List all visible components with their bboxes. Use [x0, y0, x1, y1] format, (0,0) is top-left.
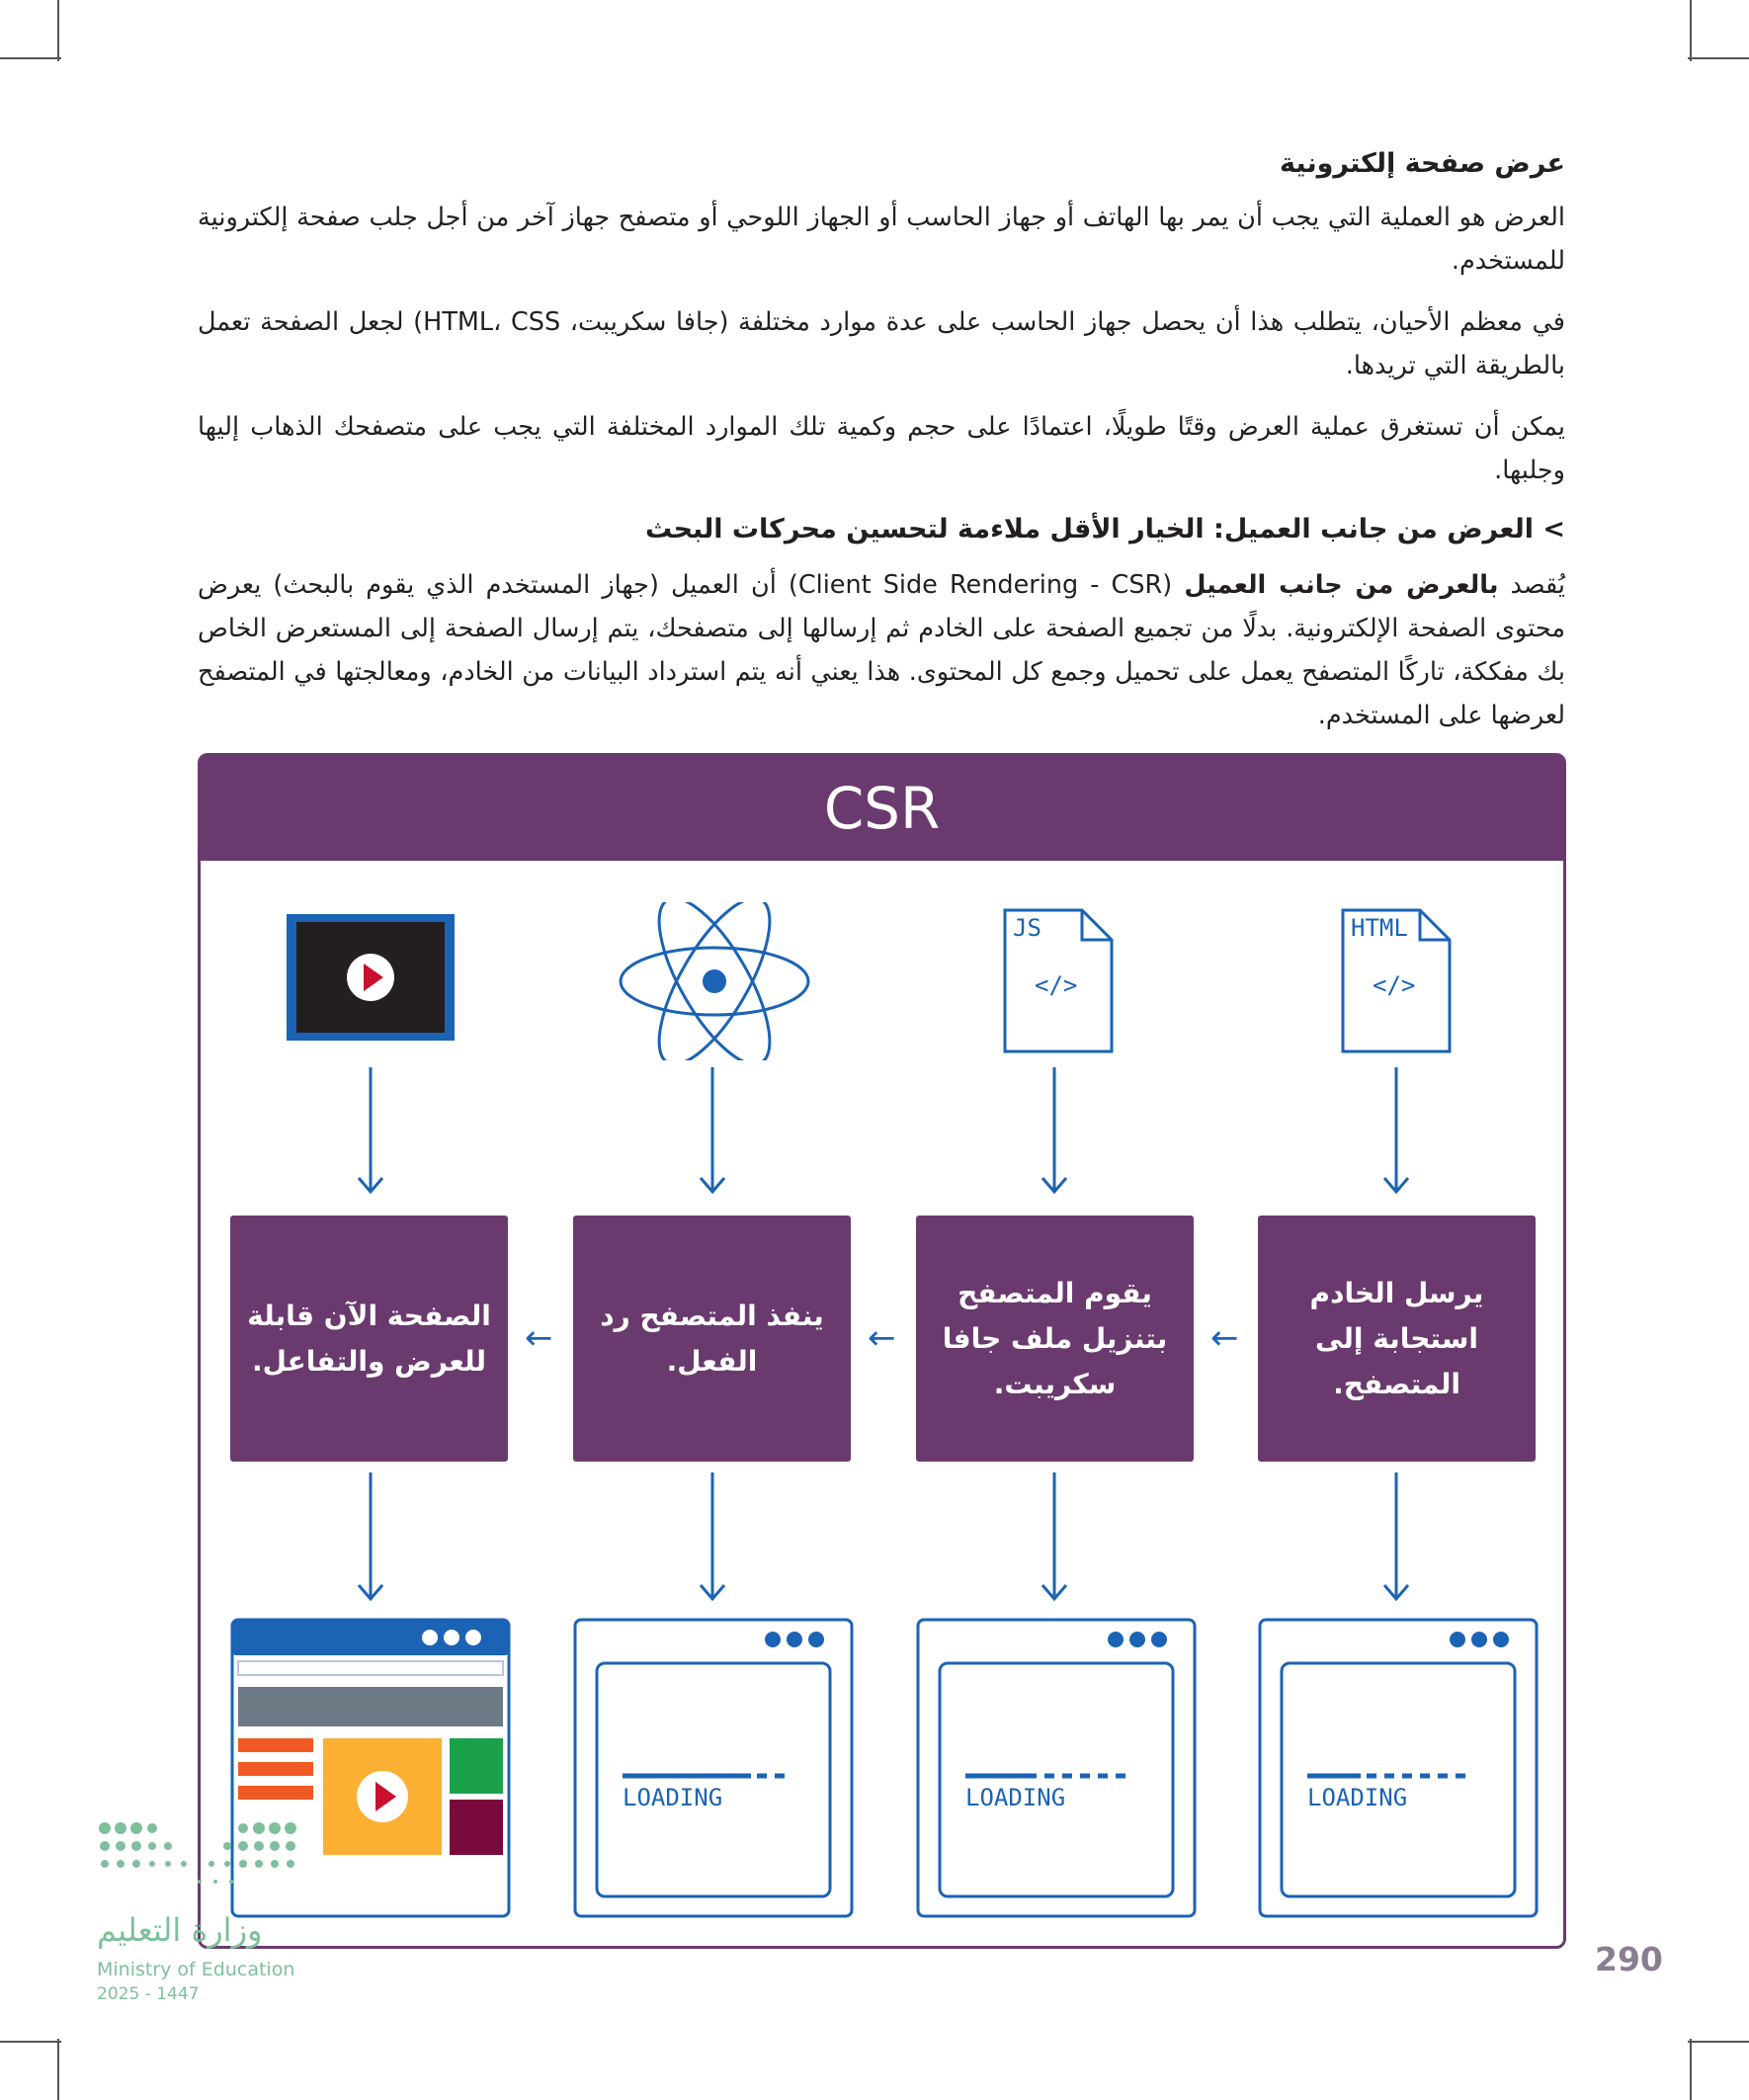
paragraph: في معظم الأحيان، يتطلب هذا أن يحصل جهاز الحاسب على عدة موارد مختلفة (جافا سكريبت، HTML، CSS) لجعل الصفحة تعمل بالطريقة التي تريدها. [198, 307, 1565, 380]
loading-label: LOADING [965, 1784, 1066, 1811]
csr-bold-term: بالعرض من جانب العميل [1184, 570, 1499, 600]
step-download-js: يقوم المتصفح بتنزيل ملف جافا سكريبت. [916, 1216, 1194, 1462]
flow-arrows-top [201, 1067, 1564, 1225]
loading-browser-window [1258, 1618, 1539, 1920]
crop-mark [1690, 0, 1692, 61]
js-file-icon [999, 904, 1118, 1057]
crop-mark [57, 2039, 59, 2100]
flow-arrows-bottom [201, 1472, 1564, 1611]
arrow-left-icon: ← [868, 1318, 896, 1358]
paragraph: يمكن أن تستغرق عملية العرض وقتًا طويلًا، اعتمادًا على حجم وكمية تلك الموارد المختلفة التي يجب على متصفحك الذهاب إليها وجلبها. [198, 412, 1565, 485]
ministry-year: 2025 - 1447 [97, 1984, 200, 2004]
file-type-label: HTML [1351, 914, 1408, 942]
diagram-title: CSR [201, 756, 1563, 861]
code-glyph: </> [1373, 971, 1416, 999]
intro-section [198, 144, 1565, 755]
crop-mark [1688, 2041, 1749, 2043]
html-file-icon [1337, 904, 1456, 1057]
csr-prefix: يُقصد [1498, 570, 1565, 600]
ministry-name-english: Ministry of Education [97, 1959, 295, 1980]
crop-mark [57, 0, 59, 61]
video-player-icon [285, 912, 457, 1043]
section-heading: عرض صفحة إلكترونية [1280, 148, 1565, 179]
step-server-response: يرسل الخادم استجابة إلى المتصفح. [1258, 1216, 1536, 1462]
page-number: 290 [1595, 1940, 1663, 1978]
step-execute-react: ينفذ المتصفح رد الفعل. [573, 1216, 851, 1462]
paragraph: العرض هو العملية التي يجب أن يمر بها الهاتف أو جهاز الحاسب أو الجهاز اللوحي أو متصفح جهاز آخر من أجل جلب صفحة إلكترونية للمستخدم. [198, 203, 1565, 276]
crop-mark [0, 2041, 61, 2043]
csr-paragraph [198, 563, 1565, 737]
subheading: > العرض من جانب العميل: الخيار الأقل ملاءمة لتحسين محركات البحث [645, 514, 1565, 545]
ministry-logo-dots [95, 1818, 312, 1897]
crop-mark [1690, 2039, 1692, 2100]
ministry-name-arabic: وزارة التعليم [97, 1911, 263, 1949]
step-page-interactive: الصفحة الآن قابلة للعرض والتفاعل. [230, 1216, 508, 1462]
loading-label: LOADING [623, 1784, 723, 1811]
loading-browser-window [916, 1618, 1197, 1920]
react-atom-icon [616, 902, 813, 1060]
code-glyph: </> [1035, 971, 1078, 999]
arrow-left-icon: ← [525, 1318, 553, 1358]
loading-browser-window [573, 1618, 854, 1920]
loading-label: LOADING [1307, 1784, 1408, 1811]
csr-diagram [198, 753, 1566, 1949]
crop-mark [0, 57, 61, 59]
crop-mark [1688, 57, 1749, 59]
file-type-label: JS [1013, 914, 1041, 942]
arrow-left-icon: ← [1210, 1318, 1239, 1358]
csr-rest: (Client Side Rendering - CSR) أن العميل (جهاز المستخدم الذي يقوم بالبحث) يعرض محتوى الصفحة الإلكترونية. بدلًا من تجميع الصفحة على الخادم ثم إرسالها إلى متصفحك، يتم إرسال الصفحة إلى المستعرض الخاص بك مفككة، تاركًا المتصفح يعمل على تحميل وجمع كل المحتوى. هذا يعني أنه يتم استرداد البيانات من الخادم، ومعالجتها في المتصفح لعرضها على المستخدم. [198, 570, 1565, 730]
